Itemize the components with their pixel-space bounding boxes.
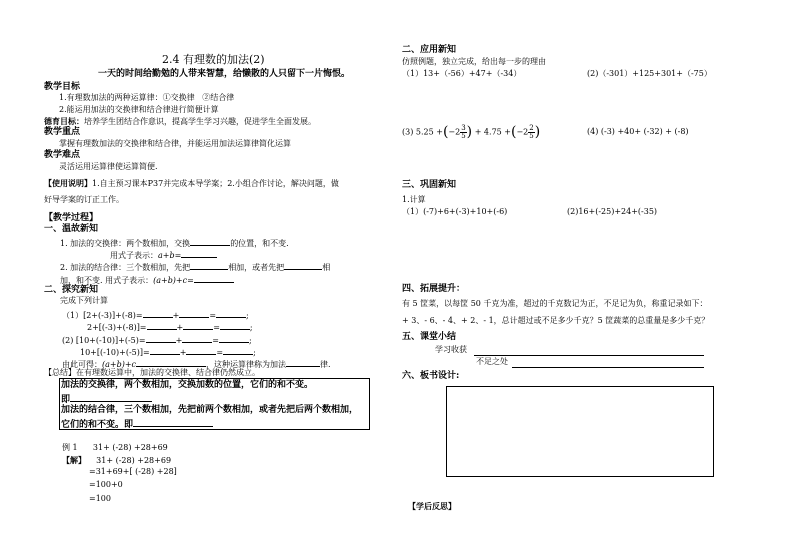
summary-gains-line — [474, 355, 704, 356]
goal-2: 2.能运用加法的交换律和结合律进行简便计算 — [59, 105, 219, 114]
summary-shortcomings-line — [512, 367, 704, 368]
usage-line-2: 好导学案的订正工作。 — [44, 195, 124, 204]
fraction-2-5: $\frac{2}{5}$ — [529, 124, 534, 141]
apply-q4: (4) (-3) +40+ (-32) + (-8) — [587, 127, 689, 136]
goals-heading: 教学目标 — [44, 82, 81, 92]
apply-q2: (2)（-301）+125+301+（-75） — [587, 69, 712, 78]
section-2-heading: 二、探究新知 — [44, 285, 99, 295]
extension-line-1: 有 5 筐菜，以每筐 50 千克为准，超过的千克数记为正，不足记为负，称重记录如下： — [402, 299, 708, 308]
review-line-2: 用式子表示：a+b= — [110, 249, 217, 261]
difficulty-text: 灵活运用运算律使运算简便. — [59, 162, 158, 171]
goal-1: 1.有理数加法的两种运算律：①交换律 ②结合律 — [59, 93, 235, 102]
summary-line: 【总结】在有理数运算中，加法的交换律、结合律仍然成立。 — [44, 368, 260, 377]
calc-2b: 10+[(-10)+(-5)]= + = ; — [80, 348, 256, 357]
example-1: 例 1 31+ (-28) +28+69 — [62, 443, 168, 452]
key-text: 掌握有理数加法的交换律和结合律，并能运用加法运算律简化运算 — [59, 139, 291, 148]
apply-q3: (3) 5.25 +(−2 $\frac{3}{5}$ ) + 4.75 +(−2 $\frac{2}{5}$ ) — [402, 124, 541, 141]
consolidate-heading: 三、巩固新知 — [402, 180, 457, 190]
solution-line-1: 【解】 31+ (-28) +28+69 — [62, 455, 172, 465]
calc-2a: (2) [10+(-10)]+(-5)= + = ; — [62, 336, 252, 345]
summary-box-line-3: 加法的结合律，三个数相加，先把前两个数相加，或者先把后两个数相加， — [61, 405, 359, 415]
calc-1b: 2+[(-3)+(-8)]= + = ; — [87, 323, 253, 332]
board-design-box — [446, 386, 714, 477]
review-line-1: 1. 加法的交换律：两个数相加，交换 的位置，和不变. — [60, 239, 289, 248]
extension-heading: 四、拓展提升： — [402, 284, 466, 294]
summary-gains: 学习收获 — [435, 345, 467, 354]
reflection-heading: 【学后反思】 — [408, 501, 456, 511]
consolidate-q1: （1）(-7)+6+(-3)+10+(-6) — [402, 207, 508, 216]
usage-line-1: 【使用说明】1.自主预习课本P37并完成本导学案；2.小组合作讨论，解决问题，做 — [44, 178, 339, 188]
solution-line-4: =100 — [89, 494, 111, 503]
motto: 一天的时间给勤勉的人带来智慧，给懒散的人只留下一片悔恨。 — [98, 69, 351, 79]
review-line-4: 加，和不变. 用式子表示：(a+b)+c= — [60, 274, 234, 286]
moral-goal: 德育目标：培养学生团结合作意识，提高学生学习兴趣，促进学生全面发展。 — [44, 116, 316, 126]
summary-box-line-1: 加法的交换律，两个数相加，交换加数的位置，它们的和不变。 — [61, 380, 314, 390]
extension-line-2: + 3、- 6、- 4、+ 2、- 1，总计超过或不足多少千克？5 筐蔬菜的总重量是多少千克？ — [402, 316, 710, 325]
consolidate-label: 1.计算 — [402, 195, 426, 204]
fraction-3-5: $\frac{3}{5}$ — [461, 124, 466, 141]
key-heading: 教学重点 — [44, 127, 81, 137]
summary-heading: 五、课堂小结 — [402, 332, 457, 342]
summary-shortcomings: 不足之处 — [476, 357, 508, 366]
conclusion-line: 由此可得：(a+b)+c ，这种运算律称为加法 律. — [62, 360, 331, 369]
explore-intro: 完成下列计算 — [60, 296, 108, 305]
summary-box-line-4: 它们的和不变。即 — [61, 418, 213, 431]
consolidate-q2: (2)16+(-25)+24+(-35) — [567, 207, 658, 216]
apply-intro: 仿照例题，独立完成，给出每一步的理由 — [402, 57, 546, 66]
difficulty-heading: 教学难点 — [44, 150, 81, 160]
review-line-3: 2. 加法的结合律：三个数相加，先把 相加，或者先把 相 — [60, 263, 331, 272]
process-heading: 【教学过程】 — [44, 213, 99, 223]
solution-line-3: =100+0 — [89, 480, 123, 489]
board-heading: 六、板书设计: — [402, 371, 460, 381]
section-1-heading: 一、温故新知 — [44, 224, 99, 234]
apply-q1: （1）13+（-56）+47+（-34） — [402, 69, 522, 78]
summary-box-line-2: 即 — [61, 393, 152, 406]
page-title: 2.4 有理数的加法(2) — [162, 53, 265, 66]
solution-line-2: =31+69+[ (-28) +28] — [89, 467, 177, 476]
calc-1a: （1）[2+(-3)]+(-8)= + = ; — [62, 311, 249, 320]
apply-heading: 二、应用新知 — [402, 45, 457, 55]
